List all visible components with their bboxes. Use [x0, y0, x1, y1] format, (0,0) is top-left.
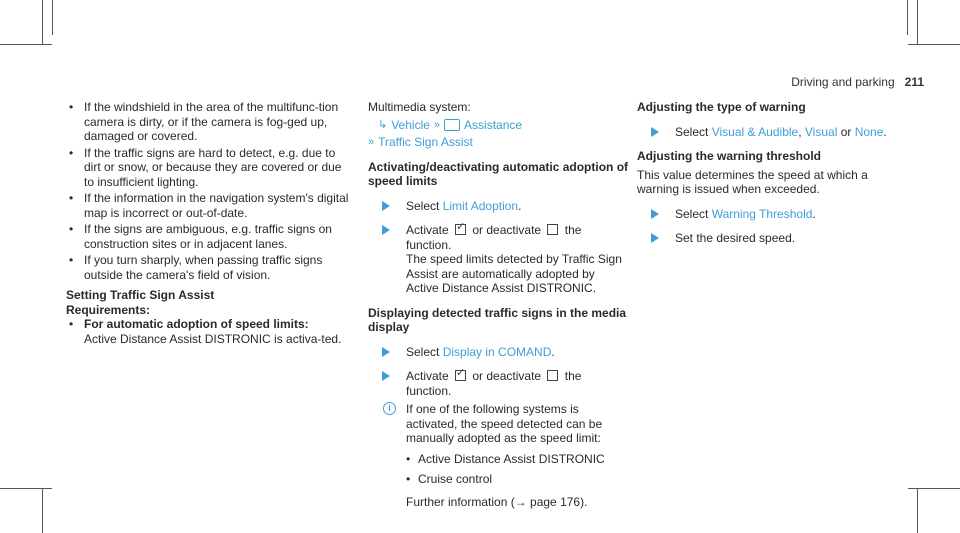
step-text: the function. [406, 223, 582, 252]
menu-traffic-sign-assist[interactable]: Traffic Sign Assist [378, 135, 473, 149]
step-text: or deactivate [472, 223, 542, 237]
crop-mark [908, 44, 960, 45]
column-left [66, 100, 351, 348]
column-right [637, 100, 907, 246]
step-text: Activate [406, 369, 449, 383]
crop-mark [42, 0, 43, 45]
checkbox-empty-icon [547, 370, 558, 381]
crop-mark [52, 0, 53, 35]
step-text: Activate [406, 223, 449, 237]
setting-heading: Setting Traffic Sign Assist [66, 288, 215, 302]
crop-mark [917, 488, 918, 533]
step-arrow-icon [651, 233, 659, 243]
step-text: Select [406, 344, 440, 359]
step-arrow-icon [382, 225, 390, 235]
requirements-label: Requirements: [66, 302, 151, 317]
step-arrow-icon [382, 371, 390, 381]
crop-mark [0, 44, 52, 45]
heading-display: Displaying detected traffic signs in the media display [368, 305, 627, 334]
heading-threshold: Adjusting the warning threshold [637, 149, 821, 163]
list-item: • Cruise control [368, 472, 630, 487]
info-note [368, 402, 630, 446]
double-chevron-icon: » [368, 136, 375, 148]
further-info-link[interactable]: Further information (→ page 176). [406, 494, 588, 509]
crop-mark [907, 0, 908, 35]
step-set-speed [637, 231, 907, 246]
list-item: • If you turn sharply, when passing traffic signs outside the camera's field of vision. [66, 253, 351, 282]
page-header [791, 75, 924, 89]
crop-mark [0, 488, 52, 489]
step-activate-2 [368, 369, 630, 398]
menu-assistance[interactable]: Assistance [464, 117, 523, 132]
step-arrow-icon [651, 209, 659, 219]
info-text: If one of the following systems is activated, the speed detected can be manually adopted as the speed limit: [406, 402, 603, 445]
step-text: Select [675, 124, 709, 139]
section-title: Driving and parking [791, 75, 895, 89]
nav-path-2 [368, 135, 630, 150]
crop-mark [42, 488, 43, 533]
multimedia-label: Multimedia system: [368, 100, 471, 114]
option-display-in-comand[interactable]: Display in COMAND [442, 344, 552, 359]
checkbox-checked-icon [455, 370, 466, 381]
checkbox-empty-icon [547, 224, 558, 235]
list-item: • If the signs are ambiguous, e.g. traffic signs on construction sites or in adjacent lanes. [66, 222, 351, 251]
list-item: • If the windshield in the area of the multifunc-tion camera is dirty, or if the camera is fog-ged up, damaged or covered. [66, 100, 351, 144]
step-text: or deactivate [472, 369, 542, 383]
step-select-threshold: Select Warning Threshold. [637, 207, 907, 222]
nav-path-1 [368, 118, 630, 133]
crop-mark [908, 488, 960, 489]
menu-vehicle[interactable]: Vehicle [391, 117, 430, 132]
step-text: the function. [406, 369, 582, 398]
option-visual[interactable]: Visual [804, 124, 838, 139]
requirement-text: Active Distance Assist DISTRONIC is activa-ted. [84, 331, 342, 346]
double-chevron-icon: » [433, 118, 441, 131]
option-none[interactable]: None [854, 124, 884, 139]
option-warning-threshold[interactable]: Warning Threshold [711, 206, 813, 221]
speed-info: The speed limits detected by Traffic Sign Assist are automatically adopted by Active Distance Assist DISTRONIC. [406, 252, 622, 295]
page-number: 211 [904, 75, 924, 89]
step-arrow-icon [382, 347, 390, 357]
car-icon [444, 119, 460, 131]
step-activate [368, 223, 630, 296]
return-arrow-icon: ↳ [378, 118, 388, 131]
step-arrow-icon [382, 201, 390, 211]
step-select-limit: Select Limit Adoption. [368, 199, 630, 214]
list-item: • If the information in the navigation system's digital map is incorrect or out-of-date. [66, 191, 351, 220]
requirement-title: For automatic adoption of speed limits: [84, 317, 309, 331]
option-visual-audible[interactable]: Visual & Audible [711, 124, 799, 139]
step-select-warning-type: Select Visual & Audible, Visual or None. [637, 125, 907, 140]
option-limit-adoption[interactable]: Limit Adoption [442, 198, 519, 213]
threshold-text: This value determines the speed at which a warning is issued when exceeded. [637, 167, 868, 196]
step-arrow-icon [651, 127, 659, 137]
info-icon: i [383, 402, 396, 415]
list-item: • Active Distance Assist DISTRONIC [368, 452, 630, 467]
list-item: • If the traffic signs are hard to detect, e.g. due to dirt or snow, or because they are covered or due to insufficient lighting. [66, 146, 351, 190]
heading-activating: Activating/deactivating automatic adoption of speed limits [368, 159, 629, 188]
step-text: Select [406, 198, 440, 213]
column-middle [368, 100, 630, 509]
crop-mark [917, 0, 918, 45]
heading-warning-type: Adjusting the type of warning [637, 100, 806, 114]
step-select-display: Select Display in COMAND. [368, 345, 630, 360]
checkbox-checked-icon [455, 224, 466, 235]
step-text: Set the desired speed. [675, 231, 796, 245]
requirement-item [66, 317, 351, 346]
step-text: Select [675, 206, 709, 221]
step-text: or [840, 124, 852, 139]
